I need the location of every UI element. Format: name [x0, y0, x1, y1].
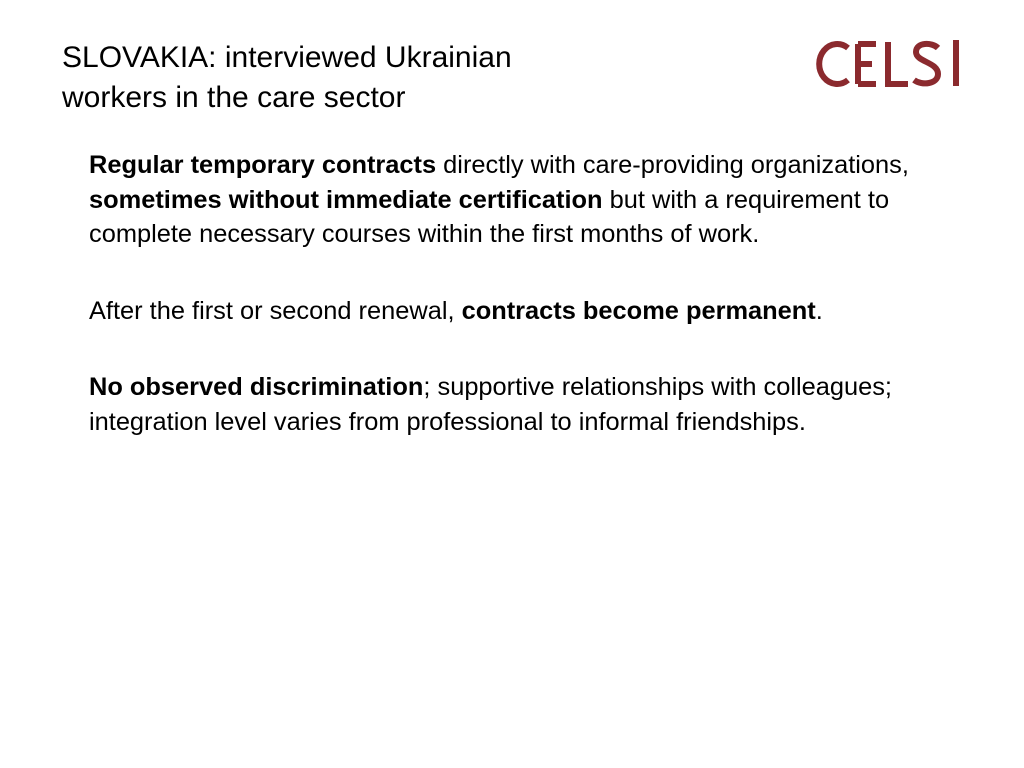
body-text: ; supportive relationships with colleagues; integration level varies from professional to informal friendships.	[89, 373, 892, 436]
body-text: but with a requirement to complete necessary courses within the first months of work.	[89, 185, 890, 248]
paragraph-renewal	[89, 294, 969, 329]
slide-title: SLOVAKIA: interviewed Ukrainian workers in the care sector	[62, 41, 512, 114]
bold-text: sometimes without immediate certification	[89, 185, 603, 214]
slide-content	[89, 148, 969, 481]
paragraph-discrimination	[89, 370, 969, 439]
body-text: directly with care-providing organizations,	[436, 151, 909, 179]
body-text: .	[815, 296, 823, 325]
celsi-logo	[808, 34, 968, 94]
bold-text: Regular temporary contracts	[89, 151, 437, 179]
bold-text: contracts become permanent	[461, 296, 816, 325]
body-text: After the first or second renewal,	[89, 296, 462, 325]
paragraph-contracts	[89, 148, 969, 252]
bold-text: No observed discrimination	[89, 373, 424, 401]
